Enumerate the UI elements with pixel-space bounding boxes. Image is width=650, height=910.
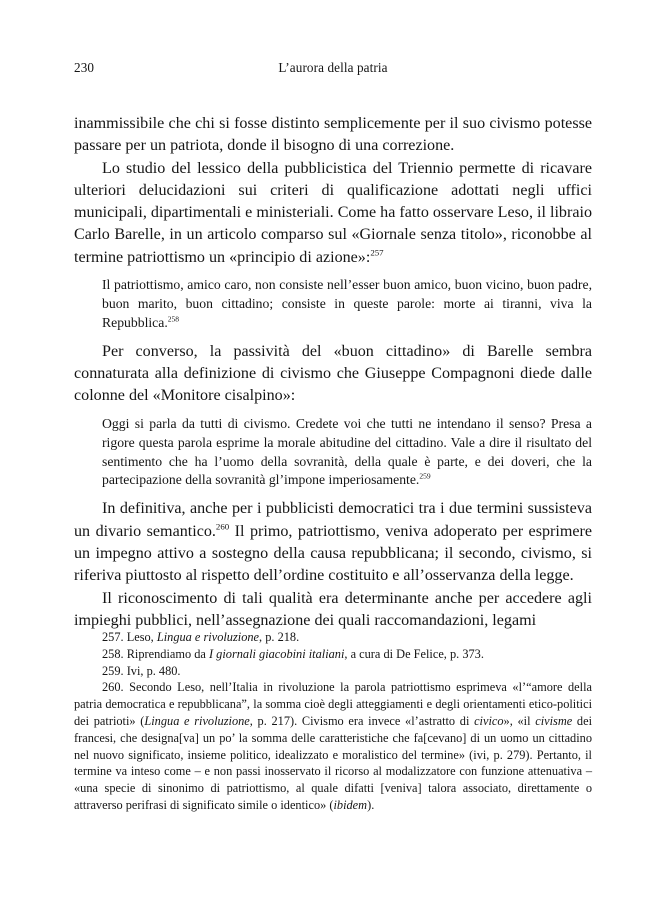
quote-text: Il patriottismo, amico caro, non consiste nell’esser buon amico, buon vicino, buon padre, buon marito, buon cittadino; consiste in queste parole: morte ai tiranni, viva la Repubblica. [102, 277, 592, 330]
footnote-text: 259. Ivi, p. 480. [102, 663, 181, 678]
footnote-258 [74, 646, 592, 663]
page-number: 230 [74, 60, 95, 75]
paragraph-text: Per converso, la passività del «buon cittadino» di Barelle sembra connaturata alla definizione di civismo che Giuseppe Compagnoni diede dalle colonne del «Monitore cisalpino»: [74, 342, 592, 405]
footnote-text: , p. 217). Civismo era invece «l’astratto di [249, 713, 475, 728]
body-paragraph [74, 113, 592, 158]
footnote-term: ibidem [333, 797, 368, 812]
paragraph-text: inammissibile che chi si fosse distinto semplicemente per il suo civismo potesse passare per un patriota, donde il bisogno di una correzione. [74, 115, 592, 155]
running-header [74, 58, 592, 78]
block-quote [102, 276, 592, 333]
body-paragraph [74, 498, 592, 587]
footnote-text: dei francesi, che designa[va] un po’ la somma delle caratteristiche che fa[cevano] di un uomo un cittadino nel nuovo significato, insieme politico, idealizzato e moralistico del termine» (ivi, p. 279). Pertanto, il termine va inteso come – e non passi inosservato il ricorso al modalizzatore con funzione attenuativa – «una specie di sinonimo di patriottismo, al quale difatti [veniva] talora associato, direttamente o attraverso perifrasi di significato simile o identico» ( [74, 713, 592, 812]
footnotes [74, 629, 592, 814]
footnote-text: ). [367, 797, 375, 812]
footnote-reference[interactable]: 258 [167, 314, 180, 324]
main-text [74, 113, 592, 632]
body-paragraph [74, 158, 592, 269]
footnote-text: 257. Leso, [102, 630, 157, 644]
block-quote [102, 415, 592, 491]
body-paragraph [74, 588, 592, 633]
paragraph-text: Il primo, patriottismo, veniva adoperato per esprimere un impegno attivo a sostegno della causa repubblicana; il secondo, civismo, si riferiva piuttosto al rispetto dell’ordine costituito e all’osservanza della legge. [74, 522, 593, 585]
paragraph-text: Lo studio del lessico della pubblicistica del Triennio permette di ricavare ulteriori delucidazioni sui criteri di qualificazione adottati negli uffici municipali, dipartimentali e ministeriali. Come ha fatto osservare Leso, il libraio Carlo Barelle, in un articolo comparso sul «Giornale senza titolo», riconobbe al termine patriottismo un «principio di azione»: [74, 159, 592, 266]
paragraph-text: In definitiva, anche per i pubblicisti democratici tra i due termini sussisteva un divario semantico. [74, 500, 592, 540]
body-paragraph [74, 341, 592, 408]
footnote-term: civisme [535, 713, 573, 728]
footnote-259 [74, 663, 592, 680]
quote-text: Oggi si parla da tutti di civismo. Credete voi che tutti ne intendano il senso? Presa a rigore questa parola esprime la morale abitudine del cittadino. Vale a dire il risultato del sentimento che ha l’uomo della sovranità, della quale è parte, e dei doveri, che la partecipazione della sovranità gl’impone imperiosamente. [102, 415, 592, 488]
running-title: L’aurora della patria [278, 60, 388, 75]
footnote-text: , a cura di De Felice, p. 373. [344, 646, 484, 661]
footnote-term: civico [474, 713, 504, 728]
paragraph-text: Il riconoscimento di tali qualità era determinante anche per accedere agli impieghi pubblici, nell’assegnazione dei quali raccomandazioni, legami [74, 589, 592, 629]
footnote-text: 258. Riprendiamo da [102, 646, 209, 661]
footnote-260 [74, 679, 592, 813]
footnote-text: , p. 218. [259, 630, 300, 644]
footnote-text: 260. Secondo Leso, nell’Italia in rivoluzione la parola patriottismo esprimeva «l’“amore della patria democratica e repubblicana”, la somma cioè degli atteggiamenti e degli orientamenti etico-politici dei patrioti» ( [74, 680, 592, 728]
footnote-reference[interactable]: 257 [370, 247, 384, 258]
footnote-text: », «il [503, 713, 536, 728]
footnote-257 [74, 629, 592, 646]
footnote-title: I giornali giacobini italiani [208, 646, 345, 661]
footnote-title: Lingua e rivoluzione [144, 713, 250, 728]
footnote-title: Lingua e rivoluzione [156, 630, 260, 644]
footnote-reference[interactable]: 259 [419, 471, 431, 481]
footnote-reference[interactable]: 260 [215, 521, 230, 532]
